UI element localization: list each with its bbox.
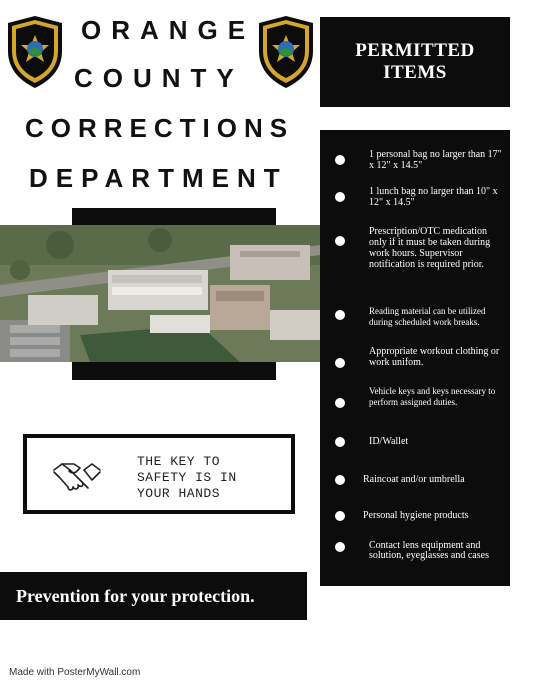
bullet-icon	[335, 192, 345, 202]
key-line2: SAFETY IS IN	[137, 470, 237, 485]
bullet-icon	[335, 236, 345, 246]
permitted-items-heading	[320, 17, 510, 107]
list-item-text: Vehicle keys and keys necessary to perform assigned duties.	[369, 386, 496, 407]
list-item-text: Raincoat and/or umbrella	[363, 474, 465, 485]
bullet-icon	[335, 511, 345, 521]
handshake-icon	[52, 458, 102, 494]
bullet-icon	[335, 437, 345, 447]
key-line1: THE KEY TO	[137, 454, 221, 469]
left-badge-logo	[5, 15, 65, 89]
key-to-safety-text	[137, 454, 287, 502]
list-item-text: Contact lens equipment and solution, eyeglasses and cases	[369, 540, 489, 561]
list-item-text: Prescription/OTC medication only if it must be taken during work hours. Supervisor notification is required prior.	[369, 226, 491, 270]
top-accent-bar	[72, 208, 276, 225]
permitted-items-list	[320, 130, 510, 586]
bullet-icon	[335, 542, 345, 552]
list-item-text: Reading material can be utilized during scheduled work breaks.	[369, 306, 486, 327]
key-line3: YOUR HANDS	[137, 486, 221, 501]
bottom-accent-bar	[72, 362, 276, 380]
title-department: DEPARTMENT	[29, 163, 288, 193]
bullet-icon	[335, 475, 345, 485]
prevention-banner: Prevention for your protection.	[0, 572, 307, 620]
aerial-facility-photo	[0, 225, 320, 362]
key-to-safety-box	[23, 434, 295, 514]
permitted-heading-line2: ITEMS	[383, 62, 447, 83]
bullet-icon	[335, 155, 345, 165]
title-county: COUNTY	[74, 63, 244, 93]
list-item-text: Personal hygiene products	[363, 510, 469, 521]
permitted-heading-line1: PERMITTED	[355, 40, 475, 61]
list-item-text: 1 personal bag no larger than 17" x 12" x 14.5"	[369, 149, 502, 171]
bullet-icon	[335, 310, 345, 320]
title-corrections: CORRECTIONS	[25, 113, 295, 143]
list-item-text: ID/Wallet	[369, 436, 409, 447]
right-badge-logo	[256, 15, 316, 89]
bullet-icon	[335, 398, 345, 408]
list-item-text: Appropriate workout clothing or work unifom.	[369, 346, 500, 368]
bullet-icon	[335, 358, 345, 368]
title-orange: ORANGE	[81, 15, 256, 45]
list-item-text: 1 lunch bag no larger than 10" x 12" x 14.5"	[369, 186, 498, 208]
footer-credit: Made with PosterMyWall.com	[9, 667, 141, 678]
